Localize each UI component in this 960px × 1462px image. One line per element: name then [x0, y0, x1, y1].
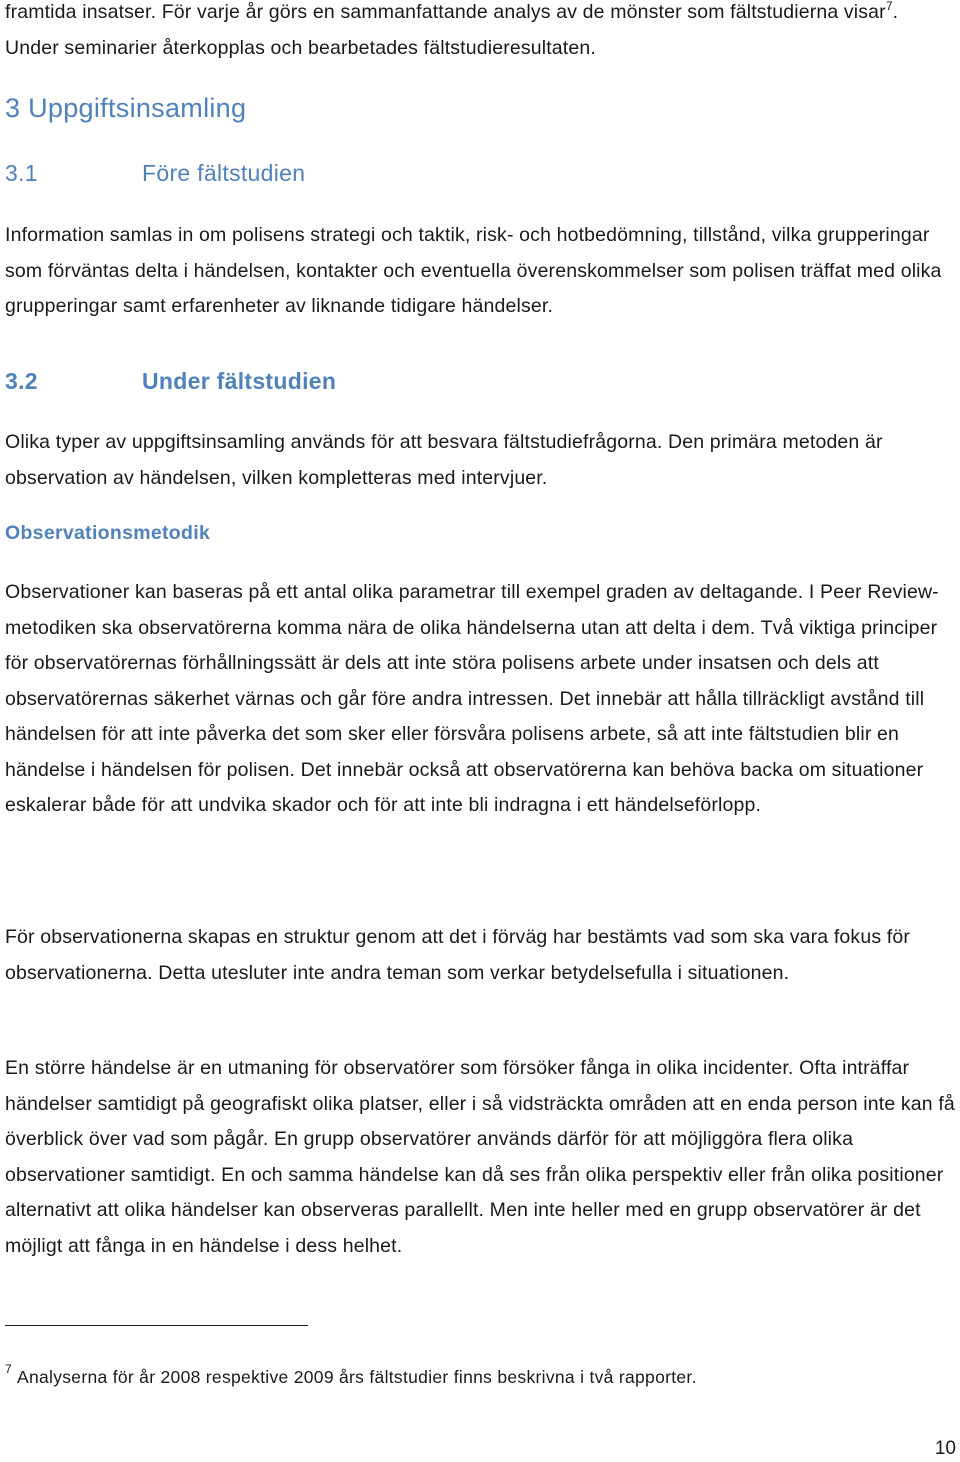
subsection-number: 3.2	[5, 368, 38, 394]
page-number: 10	[934, 1438, 956, 1459]
heading-observationsmetodik: Observationsmetodik	[5, 522, 211, 544]
footnote	[5, 1362, 697, 1392]
paragraph-fore-faltstudien: Information samlas in om polisens strategi och taktik, risk- och hotbedömning, tillstånd, vilka grupperingar som förväntas delta i händelsen, kontakter och eventuella överenskommelser som polisen träffat med olika grupperingar samt erfarenheter av liknande tidigare händelser.	[5, 224, 942, 317]
paragraph-observation-3: En större händelse är en utmaning för observatörer som försöker fånga in olika incidenter. Ofta inträffar händelser samtidigt på geografiskt olika platser, eller i så vidsträckta områden att en enda person inte kan få överblick över vad som pågår. En grupp observatörer används därför för att möjliggöra flera olika observationer samtidigt. En och samma händelse kan då ses från olika perspektiv eller från olika positioner alternativt att olika händelser kan observeras parallellt. Men inte heller med en grupp observatörer är det möjligt att fånga in en händelse i dess helhet.	[5, 1057, 955, 1257]
footnote-divider	[5, 1325, 308, 1326]
subsection-title: Före fältstudien	[142, 160, 306, 186]
subsection-number: 3.1	[5, 160, 38, 186]
intro-text-continued: . Under seminarier återkopplas och bearbetades fältstudieresultaten.	[5, 1, 899, 59]
intro-paragraph	[5, 0, 955, 66]
paragraph-observation-1: Observationer kan baseras på ett antal olika parametrar till exempel graden av deltagande. I Peer Review-metodiken ska observatörerna komma nära de olika händelserna utan att delta i dem. Två viktiga principer för observatörernas förhållningssätt är dels att inte störa polisens arbete under insatsen och dels att observatörernas säkerhet värnas och går före andra intressen. Det innebär att hålla tillräckligt avstånd till händelsen för att inte påverka det som sker eller försvåra polisens arbete, så att inte fältstudien blir en händelse i händelsen för polisen. Det innebär också att observatörerna kan behöva backa om situationer eskalerar både för att undvika skador och för att inte bli indragna i ett händelseförlopp.	[5, 581, 939, 816]
subsection-heading-under-faltstudien	[5, 364, 336, 398]
subsection-heading-fore-faltstudien	[5, 156, 305, 190]
subsection-title: Under fältstudien	[142, 368, 337, 394]
paragraph-under-faltstudien: Olika typer av uppgiftsinsamling används för att besvara fältstudiefrågorna. Den primära metoden är observation av händelsen, vilken kompletteras med intervjuer.	[5, 431, 883, 489]
intro-text: framtida insatser. För varje år görs en sammanfattande analys av de mönster som fältstudierna visar	[5, 1, 886, 23]
footnote-reference[interactable]: 7	[885, 0, 893, 13]
paragraph-observation-2: För observationerna skapas en struktur genom att det i förväg har bestämts vad som ska vara fokus för observationerna. Detta utesluter inte andra teman som verkar betydelsefulla i situationen.	[5, 926, 910, 984]
footnote-text: Analyserna för år 2008 respektive 2009 års fältstudier finns beskrivna i två rapporter.	[16, 1367, 697, 1387]
section-heading-uppgiftsinsamling: 3 Uppgiftsinsamling	[5, 93, 247, 123]
footnote-marker: 7	[5, 1362, 12, 1376]
